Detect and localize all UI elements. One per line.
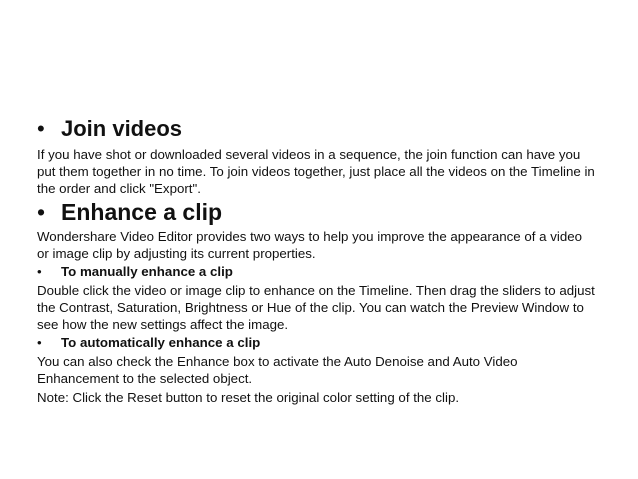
enhance-clip-paragraph: Wondershare Video Editor provides two ways to help you improve the appearance of a video or image clip by adjusting its current properties. xyxy=(37,229,583,261)
bullet-icon: • xyxy=(37,264,42,279)
heading-join-videos xyxy=(37,116,597,142)
heading-enhance-clip xyxy=(37,198,597,226)
heading-text: Enhance a clip xyxy=(61,199,223,225)
bullet-icon: • xyxy=(37,199,46,225)
manual-enhance-paragraph: Double click the video or image clip to enhance on the Timeline. Then drag the sliders to adjust the Contrast, Saturation, Brightness or Hue of the clip. You can watch the Preview Window to see how the new settings affect the image. xyxy=(37,283,595,332)
subheading-text: To automatically enhance a clip xyxy=(61,335,261,350)
subheading-manual-enhance xyxy=(37,263,597,281)
reset-note: Note: Click the Reset button to reset the original color setting of the clip. xyxy=(37,390,460,405)
subheading-auto-enhance xyxy=(37,334,597,352)
auto-enhance-paragraph: You can also check the Enhance box to activate the Auto Denoise and Auto Video Enhancement to the selected object. xyxy=(37,354,518,386)
heading-text: Join videos xyxy=(61,116,183,141)
slide-content xyxy=(37,116,597,406)
join-videos-paragraph: If you have shot or downloaded several videos in a sequence, the join function can have you put them together in no time. To join videos together, just place all the videos on the Timeline in the order and click "Export". xyxy=(37,147,595,196)
bullet-icon: • xyxy=(37,335,42,350)
bullet-icon: • xyxy=(37,116,45,141)
subheading-text: To manually enhance a clip xyxy=(61,264,233,279)
